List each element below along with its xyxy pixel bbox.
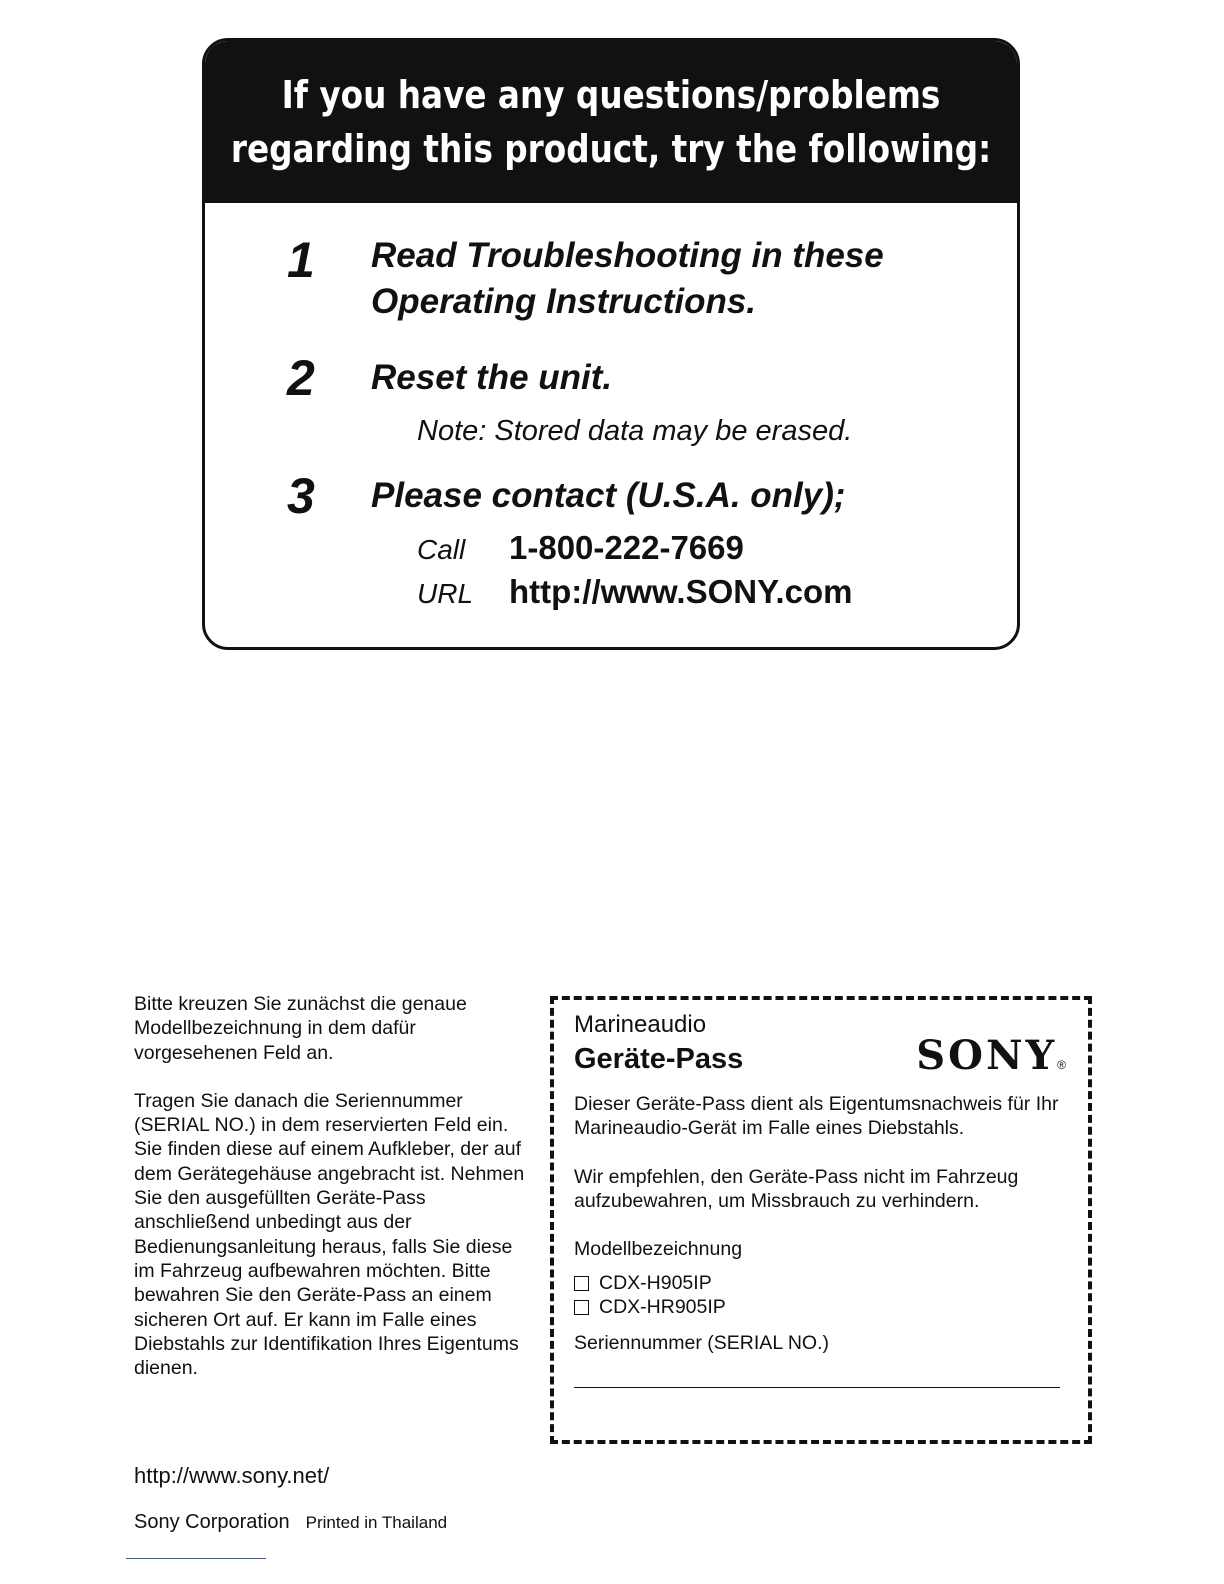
corporation-name: Sony Corporation [134, 1511, 290, 1533]
registered-mark: ® [1057, 1058, 1066, 1072]
instructions-paragraph-2: Tragen Sie danach die Seriennummer (SERIAL NO.) in dem reservierten Feld ein. Sie finden diese auf einem Aufkleber, der auf dem Gerätegehäuse angebracht ist. Nehmen Sie den ausgefüllten Geräte-Pass anschließend unbedingt aus der Bedienungsanleitung heraus, falls Sie diese im Fahrzeug aufbewahren möchten. Bitte bewahren Sie den Geräte-Pass an einem sicheren Ort auf. Er kann im Falle eines Diebstahls zur Identifikation Ihres Eigentums dienen. [134, 1089, 525, 1380]
pass-kicker: Marineaudio [574, 1011, 707, 1038]
instructions-paragraph-1: Bitte kreuzen Sie zunächst die genaue Modellbezeichnung in dem dafür vorgesehenen Feld an. [134, 993, 467, 1064]
pass-paragraph-1: Dieser Geräte-Pass dient als Eigentumsnachweis für Ihr Marineaudio-Gerät im Falle eines Diebstahls. [574, 1093, 1059, 1140]
model-label: Modellbezeichnung [574, 1238, 743, 1261]
support-url-link[interactable]: http://www.SONY.com [509, 573, 853, 610]
device-pass-card[interactable] [550, 996, 1092, 1444]
contact-url-row [417, 573, 852, 611]
help-header-line-2: regarding this product, try the following: [230, 127, 992, 171]
help-header-line-1: If you have any questions/problems [281, 73, 941, 117]
pass-title: Geräte-Pass [574, 1043, 744, 1075]
step-3-number: 3 [287, 468, 315, 524]
step-2-title: Reset the unit. [371, 358, 613, 397]
pass-description [574, 1092, 1064, 1213]
model-option-2[interactable] [574, 1295, 1064, 1319]
step-1-title-line-1: Read Troubleshooting in these [371, 236, 884, 275]
instructions-column [134, 992, 526, 1404]
phone-number[interactable]: 1-800-222-7669 [509, 529, 744, 566]
pass-card-content [574, 1010, 1064, 1388]
model-checkbox-2[interactable] [574, 1300, 589, 1315]
sony-logo-text: SONY [916, 1032, 1058, 1079]
sony-logo [916, 1032, 1066, 1079]
call-label: Call [417, 534, 466, 565]
model-checkbox-1[interactable] [574, 1276, 589, 1291]
model-option-1-label: CDX-H905IP [599, 1272, 712, 1295]
step-1-title-line-2: Operating Instructions. [371, 282, 757, 321]
pass-paragraph-2: Wir empfehlen, den Geräte-Pass nicht im Fahrzeug aufzubewahren, um Missbrauch zu verhindern. [574, 1165, 1019, 1212]
help-box [202, 38, 1020, 650]
model-option-1[interactable] [574, 1271, 1064, 1295]
step-2-number: 2 [287, 350, 315, 406]
step-2-note: Note: Stored data may be erased. [417, 415, 853, 447]
printed-in: Printed in Thailand [305, 1513, 448, 1532]
step-3-title: Please contact (U.S.A. only); [371, 476, 846, 515]
footer-url-link[interactable]: http://www.sony.net/ [134, 1463, 330, 1488]
url-label: URL [417, 578, 474, 609]
contact-call-row [417, 529, 744, 567]
serial-number-line[interactable] [574, 1387, 1060, 1388]
footer-corporation [134, 1511, 447, 1534]
bottom-rule [126, 1558, 266, 1559]
step-1-number: 1 [287, 232, 315, 288]
serial-label: Seriennummer (SERIAL NO.) [574, 1332, 830, 1355]
model-option-2-label: CDX-HR905IP [599, 1296, 726, 1319]
help-header [205, 41, 1017, 203]
